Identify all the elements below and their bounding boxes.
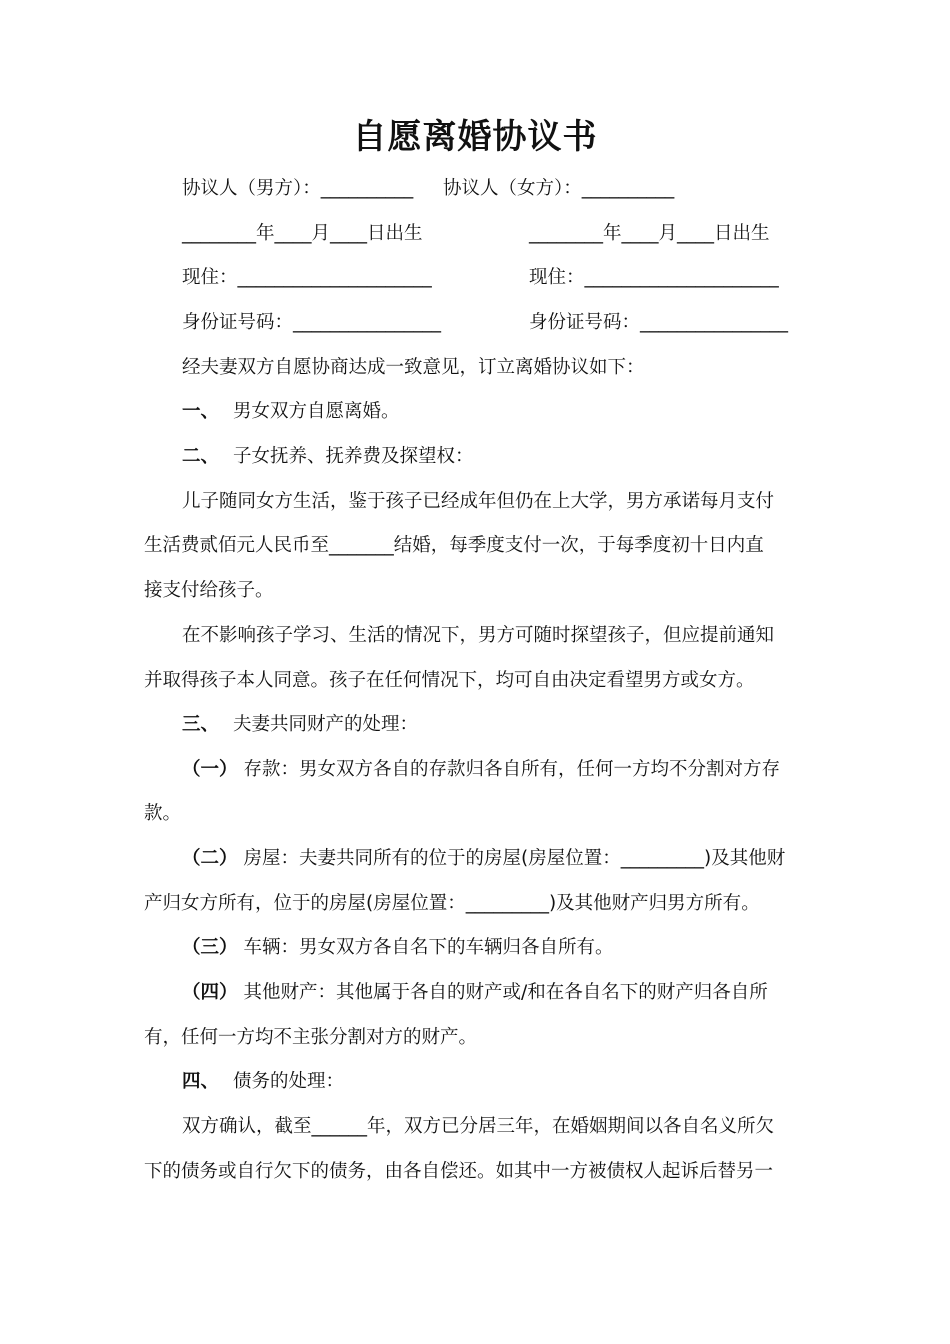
item-3-line: [182, 934, 614, 962]
paragraph-line: 在不影响孩子学习、生活的情况下，男方可随时探望孩子，但应提前通知: [182, 625, 775, 646]
section-3-heading: [182, 711, 418, 739]
section-number: 三、: [182, 714, 220, 735]
paragraph-line: 儿子随同女方生活，鉴于孩子已经成年但仍在上大学，男方承诺每月支付: [182, 491, 775, 512]
party-male-name: 协议人（男方）：__________: [182, 178, 414, 199]
item-number: （一）: [182, 759, 238, 780]
intro-paragraph: 经夫妻双方自愿协商达成一致意见，订立离婚协议如下：: [182, 357, 645, 378]
party-female-name: 协议人（女方）：__________: [443, 178, 675, 199]
party-female-birth: ________年____月____日出生: [529, 223, 770, 244]
paragraph-line: 款。: [144, 803, 182, 824]
item-text: 车辆：男女双方各自名下的车辆归各自所有。: [243, 937, 614, 958]
item-4-line: [182, 979, 768, 1007]
section-number: 二、: [182, 446, 220, 467]
item-text: 其他财产：其他属于各自的财产或/和在各自名下的财产归各自所: [243, 982, 768, 1003]
paragraph-line: 生活费贰佰元人民币至_______结婚，每季度支付一次，于每季度初十日内直: [144, 535, 764, 556]
party-male-address: 现住：_____________________: [182, 267, 432, 288]
section-4-heading: [182, 1068, 344, 1096]
item-2-line: [182, 845, 785, 873]
section-number: 四、: [182, 1071, 220, 1092]
paragraph-line: 接支付给孩子。: [144, 580, 274, 601]
section-text: 男女双方自愿离婚。: [233, 401, 400, 422]
section-text: 夫妻共同财产的处理：: [233, 714, 419, 735]
section-text: 债务的处理：: [233, 1071, 345, 1092]
item-text: 房屋：夫妻共同所有的位于的房屋(房屋位置：_________)及其他财: [243, 848, 786, 869]
paragraph-line: 产归女方所有，位于的房屋(房屋位置：_________)及其他财产归男方所有。: [144, 893, 760, 914]
paragraph-line: 并取得孩子本人同意。孩子在任何情况下，均可自由决定看望男方或女方。: [144, 670, 755, 691]
paragraph-line: 双方确认，截至______年，双方已分居三年，在婚姻期间以各自名义所欠: [182, 1116, 775, 1137]
paragraph-line: 下的债务或自行欠下的债务，由各自偿还。如其中一方被债权人起诉后替另一: [144, 1161, 774, 1182]
party-female-address: 现住：_____________________: [529, 267, 779, 288]
item-number: （二）: [182, 848, 238, 869]
party-male-birth: ________年____月____日出生: [182, 223, 423, 244]
section-1-heading: [182, 398, 400, 426]
section-2-heading: [182, 443, 474, 471]
document-title: 自愿离婚协议书: [352, 117, 598, 157]
section-text: 子女抚养、抚养费及探望权：: [233, 446, 474, 467]
party-female-id: 身份证号码：________________: [529, 312, 789, 333]
item-number: （三）: [182, 937, 238, 958]
section-number: 一、: [182, 401, 220, 422]
item-number: （四）: [182, 982, 238, 1003]
item-1-line: [182, 756, 780, 784]
party-male-id: 身份证号码：________________: [182, 312, 442, 333]
paragraph-line: 有，任何一方均不主张分割对方的财产。: [144, 1027, 478, 1048]
item-text: 存款：男女双方各自的存款归各自所有，任何一方均不分割对方存: [243, 759, 781, 780]
